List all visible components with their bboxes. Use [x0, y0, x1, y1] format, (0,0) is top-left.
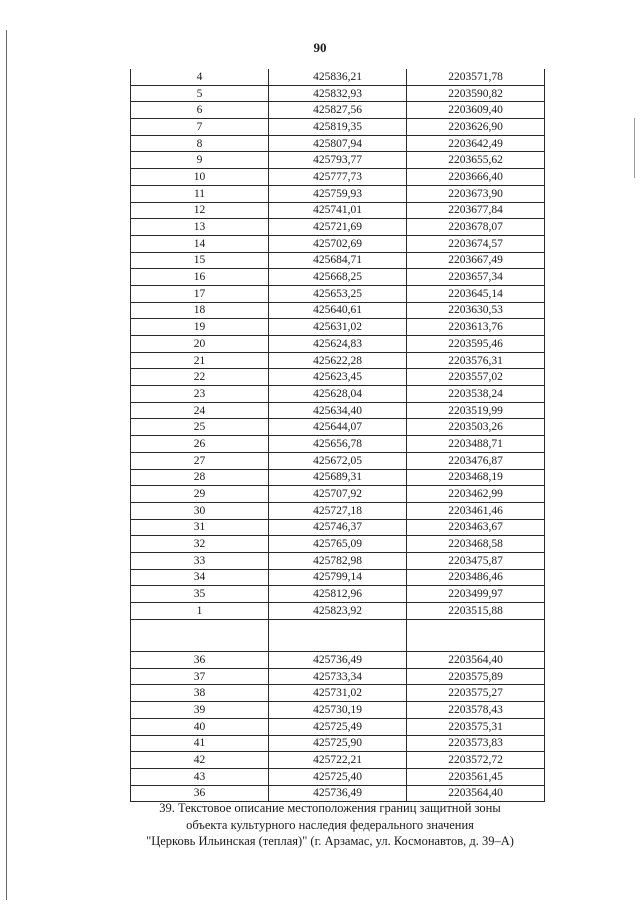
table-row	[131, 702, 545, 719]
x-coordinate-cell: 425721,69	[269, 219, 407, 236]
y-coordinate-cell: 2203630,53	[407, 302, 545, 319]
table-row	[131, 119, 545, 136]
table-row	[131, 352, 545, 369]
table-row	[131, 152, 545, 169]
point-number-cell: 20	[131, 336, 269, 353]
x-coordinate-cell: 425832,93	[269, 85, 407, 102]
y-coordinate-cell: 2203461,46	[407, 502, 545, 519]
table-row	[131, 185, 545, 202]
point-number-cell: 40	[131, 718, 269, 735]
table-row	[131, 586, 545, 603]
y-coordinate-cell: 2203642,49	[407, 135, 545, 152]
x-coordinate-cell: 425702,69	[269, 235, 407, 252]
point-number-cell: 29	[131, 486, 269, 503]
x-coordinate-cell: 425623,45	[269, 369, 407, 386]
y-coordinate-cell: 2203573,83	[407, 735, 545, 752]
x-coordinate-cell: 425725,90	[269, 735, 407, 752]
y-coordinate-cell: 2203667,49	[407, 252, 545, 269]
y-coordinate-cell: 2203564,40	[407, 785, 545, 802]
table-row	[131, 169, 545, 186]
x-coordinate-cell: 425668,25	[269, 269, 407, 286]
table-row	[131, 235, 545, 252]
point-number-cell: 11	[131, 185, 269, 202]
x-coordinate-cell: 425644,07	[269, 419, 407, 436]
y-coordinate-cell: 2203557,02	[407, 369, 545, 386]
x-coordinate-cell: 425707,92	[269, 486, 407, 503]
x-coordinate-cell: 425725,40	[269, 768, 407, 785]
point-number-cell: 36	[131, 652, 269, 669]
x-coordinate-cell: 425733,34	[269, 668, 407, 685]
table-row	[131, 69, 545, 85]
point-number-cell: 8	[131, 135, 269, 152]
y-coordinate-cell: 2203571,78	[407, 69, 545, 85]
x-coordinate-cell: 425622,28	[269, 352, 407, 369]
x-coordinate-cell: 425823,92	[269, 603, 407, 620]
y-coordinate-cell	[407, 619, 545, 651]
y-coordinate-cell: 2203677,84	[407, 202, 545, 219]
x-coordinate-cell: 425684,71	[269, 252, 407, 269]
x-coordinate-cell: 425656,78	[269, 436, 407, 453]
point-number-cell: 16	[131, 269, 269, 286]
table-row	[131, 718, 545, 735]
x-coordinate-cell: 425741,01	[269, 202, 407, 219]
point-number-cell: 15	[131, 252, 269, 269]
x-coordinate-cell: 425836,21	[269, 69, 407, 85]
x-coordinate-cell: 425730,19	[269, 702, 407, 719]
point-number-cell: 22	[131, 369, 269, 386]
point-number-cell: 6	[131, 102, 269, 119]
point-number-cell: 36	[131, 785, 269, 802]
y-coordinate-cell: 2203613,76	[407, 319, 545, 336]
y-coordinate-cell: 2203515,88	[407, 603, 545, 620]
y-coordinate-cell: 2203576,31	[407, 352, 545, 369]
table-row	[131, 269, 545, 286]
x-coordinate-cell: 425819,35	[269, 119, 407, 136]
point-number-cell: 42	[131, 752, 269, 769]
table-row	[131, 469, 545, 486]
point-number-cell: 26	[131, 436, 269, 453]
point-number-cell: 18	[131, 302, 269, 319]
point-number-cell	[131, 619, 269, 651]
coordinates-table-body	[131, 69, 545, 802]
zone-description-caption	[110, 800, 550, 850]
x-coordinate-cell: 425807,94	[269, 135, 407, 152]
point-number-cell: 7	[131, 119, 269, 136]
x-coordinate-cell: 425672,05	[269, 452, 407, 469]
table-row	[131, 502, 545, 519]
table-row	[131, 486, 545, 503]
table-row	[131, 652, 545, 669]
x-coordinate-cell: 425736,49	[269, 652, 407, 669]
point-number-cell: 19	[131, 319, 269, 336]
point-number-cell: 1	[131, 603, 269, 620]
y-coordinate-cell: 2203657,34	[407, 269, 545, 286]
table-row	[131, 285, 545, 302]
y-coordinate-cell: 2203655,62	[407, 152, 545, 169]
y-coordinate-cell: 2203499,97	[407, 586, 545, 603]
x-coordinate-cell: 425722,21	[269, 752, 407, 769]
table-row	[131, 552, 545, 569]
point-number-cell: 34	[131, 569, 269, 586]
table-row	[131, 519, 545, 536]
table-row	[131, 569, 545, 586]
table-row	[131, 386, 545, 403]
y-coordinate-cell: 2203561,45	[407, 768, 545, 785]
table-row	[131, 619, 545, 651]
y-coordinate-cell: 2203475,87	[407, 552, 545, 569]
point-number-cell: 17	[131, 285, 269, 302]
point-number-cell: 5	[131, 85, 269, 102]
y-coordinate-cell: 2203564,40	[407, 652, 545, 669]
point-number-cell: 24	[131, 402, 269, 419]
table-row	[131, 668, 545, 685]
scan-edge-line	[6, 30, 7, 900]
caption-line-2: объекта культурного наследия федерального значения	[186, 817, 474, 832]
y-coordinate-cell: 2203575,31	[407, 718, 545, 735]
table-row	[131, 752, 545, 769]
point-number-cell: 37	[131, 668, 269, 685]
x-coordinate-cell: 425653,25	[269, 285, 407, 302]
point-number-cell: 14	[131, 235, 269, 252]
table-row	[131, 419, 545, 436]
x-coordinate-cell: 425812,96	[269, 586, 407, 603]
point-number-cell: 10	[131, 169, 269, 186]
table-row	[131, 402, 545, 419]
y-coordinate-cell: 2203503,26	[407, 419, 545, 436]
x-coordinate-cell: 425827,56	[269, 102, 407, 119]
point-number-cell: 31	[131, 519, 269, 536]
point-number-cell: 30	[131, 502, 269, 519]
y-coordinate-cell: 2203590,82	[407, 85, 545, 102]
y-coordinate-cell: 2203476,87	[407, 452, 545, 469]
y-coordinate-cell: 2203645,14	[407, 285, 545, 302]
point-number-cell: 33	[131, 552, 269, 569]
y-coordinate-cell: 2203575,89	[407, 668, 545, 685]
point-number-cell: 28	[131, 469, 269, 486]
y-coordinate-cell: 2203462,99	[407, 486, 545, 503]
y-coordinate-cell: 2203678,07	[407, 219, 545, 236]
y-coordinate-cell: 2203488,71	[407, 436, 545, 453]
x-coordinate-cell: 425777,73	[269, 169, 407, 186]
x-coordinate-cell: 425725,49	[269, 718, 407, 735]
point-number-cell: 12	[131, 202, 269, 219]
y-coordinate-cell: 2203578,43	[407, 702, 545, 719]
x-coordinate-cell: 425759,93	[269, 185, 407, 202]
table-row	[131, 85, 545, 102]
table-row	[131, 202, 545, 219]
x-coordinate-cell: 425631,02	[269, 319, 407, 336]
y-coordinate-cell: 2203673,90	[407, 185, 545, 202]
x-coordinate-cell: 425628,04	[269, 386, 407, 403]
x-coordinate-cell: 425793,77	[269, 152, 407, 169]
caption-line-1: 39. Текстовое описание местоположения границ защитной зоны	[159, 801, 501, 815]
point-number-cell: 25	[131, 419, 269, 436]
point-number-cell: 27	[131, 452, 269, 469]
table-row	[131, 536, 545, 553]
y-coordinate-cell: 2203468,19	[407, 469, 545, 486]
y-coordinate-cell: 2203519,99	[407, 402, 545, 419]
table-row	[131, 252, 545, 269]
x-coordinate-cell: 425731,02	[269, 685, 407, 702]
point-number-cell: 35	[131, 586, 269, 603]
point-number-cell: 23	[131, 386, 269, 403]
table-row	[131, 685, 545, 702]
y-coordinate-cell: 2203595,46	[407, 336, 545, 353]
point-number-cell: 9	[131, 152, 269, 169]
point-number-cell: 39	[131, 702, 269, 719]
point-number-cell: 41	[131, 735, 269, 752]
x-coordinate-cell: 425634,40	[269, 402, 407, 419]
x-coordinate-cell: 425640,61	[269, 302, 407, 319]
point-number-cell: 32	[131, 536, 269, 553]
point-number-cell: 13	[131, 219, 269, 236]
x-coordinate-cell: 425689,31	[269, 469, 407, 486]
table-row	[131, 603, 545, 620]
table-row	[131, 102, 545, 119]
page-number: 90	[313, 40, 327, 55]
x-coordinate-cell: 425782,98	[269, 552, 407, 569]
point-number-cell: 4	[131, 69, 269, 85]
table-row	[131, 302, 545, 319]
x-coordinate-cell: 425799,14	[269, 569, 407, 586]
x-coordinate-cell	[269, 619, 407, 651]
scan-edge-line-right	[634, 118, 635, 178]
x-coordinate-cell: 425736,49	[269, 785, 407, 802]
table-row	[131, 319, 545, 336]
y-coordinate-cell: 2203575,27	[407, 685, 545, 702]
y-coordinate-cell: 2203463,67	[407, 519, 545, 536]
table-row	[131, 219, 545, 236]
y-coordinate-cell: 2203572,72	[407, 752, 545, 769]
y-coordinate-cell: 2203666,40	[407, 169, 545, 186]
table-row	[131, 768, 545, 785]
caption-line-3: "Церковь Ильинская (теплая)" (г. Арзамас, ул. Космонавтов, д. 39–А)	[146, 834, 514, 848]
point-number-cell: 43	[131, 768, 269, 785]
table-row	[131, 452, 545, 469]
coordinates-table	[130, 69, 545, 802]
table-row	[131, 436, 545, 453]
y-coordinate-cell: 2203609,40	[407, 102, 545, 119]
point-number-cell: 38	[131, 685, 269, 702]
point-number-cell: 21	[131, 352, 269, 369]
table-row	[131, 735, 545, 752]
table-row	[131, 135, 545, 152]
y-coordinate-cell: 2203468,58	[407, 536, 545, 553]
x-coordinate-cell: 425746,37	[269, 519, 407, 536]
table-row	[131, 369, 545, 386]
y-coordinate-cell: 2203538,24	[407, 386, 545, 403]
y-coordinate-cell: 2203626,90	[407, 119, 545, 136]
x-coordinate-cell: 425765,09	[269, 536, 407, 553]
y-coordinate-cell: 2203486,46	[407, 569, 545, 586]
x-coordinate-cell: 425727,18	[269, 502, 407, 519]
x-coordinate-cell: 425624,83	[269, 336, 407, 353]
y-coordinate-cell: 2203674,57	[407, 235, 545, 252]
table-row	[131, 336, 545, 353]
